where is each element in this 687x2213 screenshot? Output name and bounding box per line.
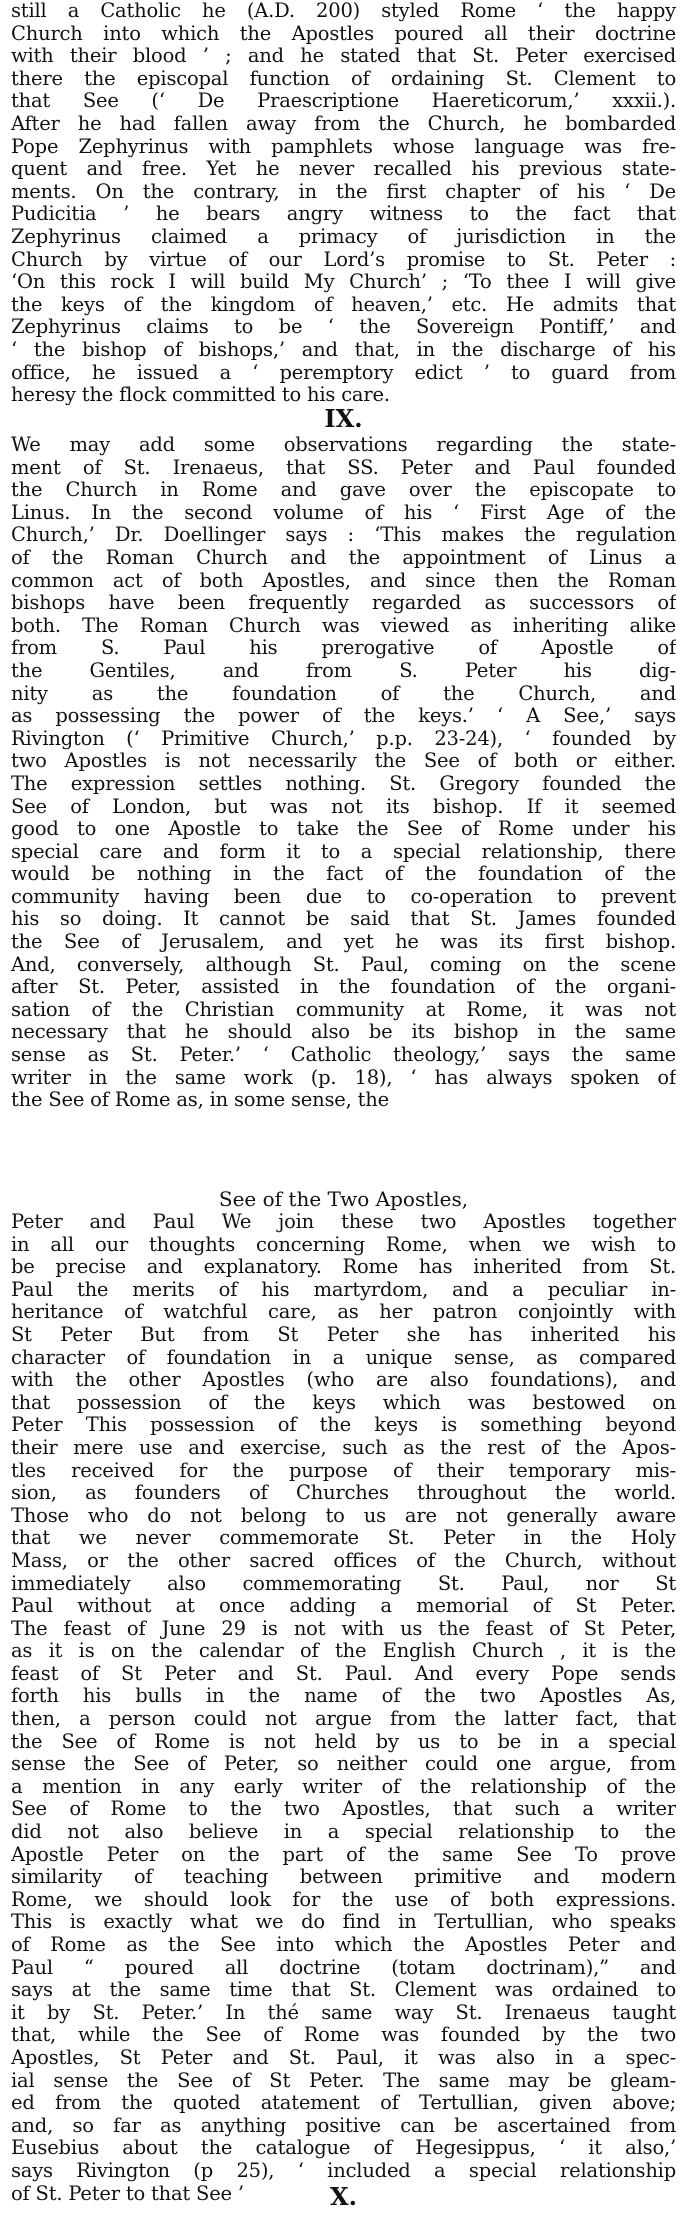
text-line: Paul the merits of his martyrdom, and a peculiar in-: [11, 1278, 676, 1301]
text-line: the See of Jerusalem, and yet he was its first bishop.: [11, 931, 676, 954]
text-line: says at the same time that St. Clement was ordained to: [11, 1979, 676, 2002]
text-line: Zephyrinus claims to be ‘ the Sovereign Pontiff,’ and: [11, 316, 676, 339]
text-line: forth his bulls in the name of the two Apostles As,: [11, 1685, 676, 1708]
text-line: sense as St. Peter.’ ‘ Catholic theology,’ says the same: [11, 1044, 676, 1067]
text-line: office, he issued a ‘ peremptory edict ’ to guard from: [11, 361, 676, 384]
text-line: Paul without at once adding a memorial of St Peter.: [11, 1595, 676, 1618]
text-line: ed from the quoted atatement of Tertullian, given above;: [11, 2092, 676, 2115]
text-line: says Rivington (p 25), ‘ included a special relationship: [11, 2159, 676, 2182]
text-line: ‘On this rock I will build My Church’ ; ‘To thee I will give: [11, 271, 676, 294]
text-line: And, conversely, although St. Paul, coming on the scene: [11, 953, 676, 976]
text-line: Pudicitia ’ he bears angry witness to the fact that: [11, 203, 676, 226]
text-line: the See of Rome as, in some sense, the: [11, 1089, 389, 1112]
paragraph-irenaeus: [11, 434, 676, 1112]
text-line: did not also believe in a special relationship to the: [11, 1821, 676, 1844]
text-line: ments. On the contrary, in the first chapter of his ‘ De: [11, 180, 676, 203]
text-line: similarity of teaching between primitive and modern: [11, 1866, 676, 1889]
text-line: Those who do not belong to us are not generally aware: [11, 1504, 676, 1527]
text-line: Church into which the Apostles poured all their doctrine: [11, 22, 676, 45]
text-line: feast of St Peter and St. Paul. And every Pope sends: [11, 1662, 676, 1685]
text-line: Linus. In the second volume of his ‘ First Age of the: [11, 501, 676, 524]
text-line: and, so far as anything positive can be ascertained from: [11, 2114, 676, 2137]
text-line: in all our thoughts concerning Rome, when we wish to: [11, 1233, 676, 1256]
text-line: two Apostles is not necessarily the See of both or either.: [11, 750, 676, 773]
text-line: St Peter But from St Peter she has inherited his: [11, 1323, 676, 1346]
text-line: necessary that he should also be its bishop in the same: [11, 1021, 676, 1044]
text-line: then, a person could not argue from the latter fact, that: [11, 1708, 676, 1731]
text-line: the keys of the kingdom of heaven,’ etc. He admits that: [11, 293, 676, 316]
text-line: of St. Peter to that See ’: [11, 2182, 244, 2205]
text-line: The expression settles nothing. St. Gregory founded the: [11, 772, 676, 795]
text-line: Peter This possession of the keys is something beyond: [11, 1414, 676, 1437]
text-line: character of foundation in a unique sense, as compared: [11, 1346, 676, 1369]
text-line: Mass, or the other sacred offices of the Church, without: [11, 1549, 676, 1572]
text-line: bishops have been frequently regarded as successors of: [11, 592, 676, 615]
text-line: that, while the See of Rome was founded by the two: [11, 2024, 676, 2047]
text-line: heritance of watchful care, as her patron conjointly with: [11, 1301, 676, 1324]
text-line: heresy the flock committed to his care.: [11, 384, 390, 407]
section-heading-x: X.: [330, 2182, 357, 2211]
text-line: there the episcopal function of ordaining St. Clement to: [11, 67, 676, 90]
text-line: would be nothing in the fact of the foundation of the: [11, 863, 676, 886]
text-line: Peter and Paul We join these two Apostles together: [11, 1211, 676, 1233]
text-line: common act of both Apostles, and since then the Roman: [11, 569, 676, 592]
text-line: still a Catholic he (A.D. 200) styled Rome ‘ the happy: [11, 0, 676, 22]
text-line: from S. Paul his prerogative of Apostle of: [11, 637, 676, 660]
text-line: sense the See of Peter, so neither could one argue, from: [11, 1753, 676, 1776]
text-line: good to one Apostle to take the See of Rome under his: [11, 818, 676, 841]
text-line: after St. Peter, assisted in the foundation of the organi-: [11, 976, 676, 999]
subheading-two-apostles: See of the Two Apostles,: [218, 1187, 469, 1211]
text-line: This is exactly what we do find in Tertullian, who speaks: [11, 1911, 676, 1934]
text-line: ment of St. Irenaeus, that SS. Peter and Paul founded: [11, 456, 676, 479]
text-line: Paul “ poured all doctrine (totam doctrinam),” and: [11, 1956, 676, 1979]
paragraph-tertullian: [11, 0, 676, 407]
paragraph-peter-and-paul: [11, 1211, 676, 2205]
text-line: with the other Apostles (who are also foundations), and: [11, 1369, 676, 1392]
text-line: Apostles, St Peter and St. Paul, it was also in a spec-: [11, 2046, 676, 2069]
text-line: both. The Roman Church was viewed as inheriting alike: [11, 614, 676, 637]
text-line: ial sense the See of St Peter. The same may be gleam-: [11, 2069, 676, 2092]
text-line: nity as the foundation of the Church, and: [11, 682, 676, 705]
text-line: The feast of June 29 is not with us the feast of St Peter,: [11, 1617, 676, 1640]
text-line: as possessing the power of the keys.’ ‘ A See,’ says: [11, 705, 676, 728]
text-line: We may add some observations regarding the state-: [11, 434, 676, 456]
text-line: Pope Zephyrinus with pamphlets whose language was fre-: [11, 135, 676, 158]
text-line: immediately also commemorating St. Paul, nor St: [11, 1572, 676, 1595]
text-line: be precise and explanatory. Rome has inherited from St.: [11, 1256, 676, 1279]
text-line: Apostle Peter on the part of the same See To prove: [11, 1843, 676, 1866]
text-line: that we never commemorate St. Peter in the Holy: [11, 1527, 676, 1550]
text-line: special care and form it to a special relationship, there: [11, 840, 676, 863]
text-line: it by St. Peter.’ In thé same way St. Irenaeus taught: [11, 2001, 676, 2024]
text-line: sion, as founders of Churches throughout the world.: [11, 1482, 676, 1505]
text-line: After he had fallen away from the Church, he bombarded: [11, 112, 676, 135]
text-line: Zephyrinus claimed a primacy of jurisdiction in the: [11, 225, 676, 248]
text-line: See of Rome to the two Apostles, that such a writer: [11, 1798, 676, 1821]
text-line: a mention in any early writer of the relationship of the: [11, 1775, 676, 1798]
section-heading-ix: IX.: [324, 404, 363, 433]
text-line: tles received for the purpose of their temporary mis-: [11, 1459, 676, 1482]
text-line: sation of the Christian community at Rome, it was not: [11, 998, 676, 1021]
text-line: his so doing. It cannot be said that St. James founded: [11, 908, 676, 931]
text-line: community having been due to co-operation to prevent: [11, 885, 676, 908]
text-line: that See (‘ De Praescriptione Haereticorum,’ xxxii.).: [11, 90, 676, 113]
text-line: Church by virtue of our Lord’s promise to St. Peter :: [11, 248, 676, 271]
text-line: Rome, we should look for the use of both expressions.: [11, 1888, 676, 1911]
text-line: the Church in Rome and gave over the episcopate to: [11, 479, 676, 502]
text-line: See of London, but was not its bishop. If it seemed: [11, 795, 676, 818]
text-line: that possession of the keys which was bestowed on: [11, 1391, 676, 1414]
text-line: ‘ the bishop of bishops,’ and that, in the discharge of his: [11, 338, 676, 361]
text-line: of the Roman Church and the appointment of Linus a: [11, 546, 676, 569]
text-line: writer in the same work (p. 18), ‘ has always spoken of: [11, 1066, 676, 1089]
text-line: of Rome as the See into which the Apostles Peter and: [11, 1934, 676, 1956]
text-line: Rivington (‘ Primitive Church,’ p.p. 23-24), ‘ founded by: [11, 727, 676, 750]
text-line: quent and free. Yet he never recalled his previous state-: [11, 158, 676, 181]
text-line: the Gentiles, and from S. Peter his dig-: [11, 659, 676, 682]
text-line: the See of Rome is not held by us to be in a special: [11, 1730, 676, 1753]
text-line: as it is on the calendar of the English Church , it is the: [11, 1640, 676, 1663]
text-line: with their blood ’ ; and he stated that St. Peter exercised: [11, 45, 676, 68]
text-line: Church,’ Dr. Doellinger says : ‘This makes the regulation: [11, 524, 676, 547]
text-line: Eusebius about the catalogue of Hegesippus, ‘ it also,’: [11, 2137, 676, 2160]
text-line: their mere use and exercise, such as the rest of the Apos-: [11, 1436, 676, 1459]
